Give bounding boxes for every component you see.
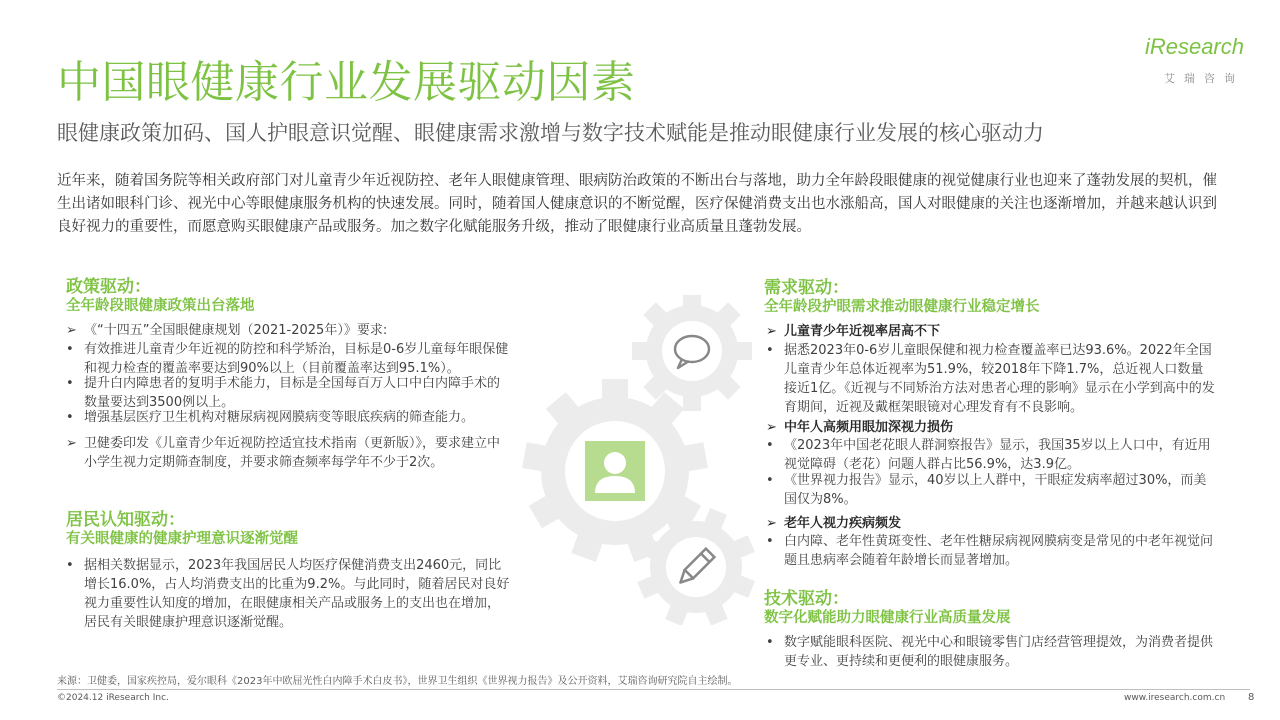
policy-subheading: 全年龄段眼健康政策出台落地 [66, 298, 255, 314]
bullet-icon: • [66, 376, 74, 391]
demand-bullet-4: • 白内障、老年性黄斑变性、老年性糖尿病视网膜病变是常见的中老年视觉问题且患病率会随着年龄增长而显著增加。 [766, 534, 1214, 568]
arrow-icon: ➢ [766, 324, 777, 339]
website-link[interactable]: www.iresearch.com.cn [1124, 693, 1226, 703]
demand-heading: 需求驱动： [764, 278, 849, 298]
user-profile-icon [585, 441, 645, 501]
logo-wordmark: iResearch [1144, 34, 1244, 59]
bullet-icon: • [766, 534, 774, 549]
demand-point-3: ➢ 老年人视力疾病频发 [766, 516, 902, 531]
policy-point-1: ➢ 《“十四五”全国眼健康规划（2021-2025年）》要求: [66, 323, 388, 338]
demand-point-1: ➢ 儿童青少年近视率居高不下 [766, 324, 941, 339]
policy-bullet-2: • 提升白内障患者的复明手术能力，目标是全国每百万人口中白内障手术的数量要达到3500例以上。 [66, 376, 501, 410]
tech-heading: 技术驱动： [764, 589, 849, 609]
policy-bullet-1: • 有效推进儿童青少年近视的防控和科学矫治，目标是0-6岁儿童每年眼保健和视力检查的覆盖率要达到90%以上（目前覆盖率达到95.1%）。 [66, 342, 509, 376]
bullet-icon: • [766, 473, 774, 488]
copyright: ©2024.12 iResearch Inc. [57, 693, 169, 703]
top-gear-icon [632, 295, 752, 411]
demand-bullet-2: • 《2023年中国老花眼人群洞察报告》显示，我国35岁以上人口中，有近用视觉障碍（老花）问题人群占比56.9%，达3.9亿。 [766, 438, 1211, 472]
bullet-icon: • [766, 635, 774, 650]
demand-subheading: 全年龄段护眼需求推动眼健康行业稳定增长 [764, 299, 1040, 315]
arrow-icon: ➢ [766, 420, 777, 435]
policy-heading: 政策驱动： [66, 277, 151, 297]
bullet-icon: • [66, 558, 74, 573]
policy-bullet-3: • 增强基层医疗卫生机构对糖尿病视网膜病变等眼底疾病的筛查能力。 [66, 410, 475, 425]
bullet-icon: • [66, 410, 74, 425]
policy-point-2: ➢ 卫健委印发《儿童青少年近视防控适宜技术指南（更新版）》，要求建立中小学生视力定期筛查制度，并要求筛查频率每学年不少于2次。 [66, 436, 501, 470]
gears-illustration [520, 295, 770, 625]
bullet-icon: • [766, 438, 774, 453]
logo-subtext: 艾瑞咨询 [1164, 72, 1244, 85]
demand-bullet-1: • 据悉2023年0-6岁儿童眼保健和视力检查覆盖率已达93.6%。2022年全国儿童青少年总体近视率为51.9%，较2018年下降1.7%，总近视人口数量接近1亿。《近视与不同矫治方法对患者心理的影响》显示在小学到高中的发育期间，近视及戴框架眼镜对心理发育有不良影响。 [766, 343, 1215, 415]
demand-bullet-3: • 《世界视力报告》显示，40岁以上人群中，干眼症发病率超过30%，而美国仅为8%。 [766, 473, 1207, 507]
tech-subheading: 数字化赋能助力眼健康行业高质量发展 [764, 610, 1011, 626]
resident-bullet-1: • 据相关数据显示，2023年我国居民人均医疗保健消费支出2460元，同比增长16.0%，占人均消费支出的比重为9.2%。与此同时，随着居民对良好视力重要性认知度的增加，在眼健康相关产品或服务上的支出也在增加，居民有关眼健康护理意识逐渐觉醒。 [66, 558, 510, 630]
page-number: 8 [1248, 692, 1255, 703]
arrow-icon: ➢ [66, 323, 77, 338]
arrow-icon: ➢ [766, 516, 777, 531]
resident-heading: 居民认知驱动： [66, 510, 185, 530]
iresearch-logo [1134, 34, 1244, 86]
source-note: 来源：卫健委，国家疾控局，爱尔眼科《2023年中欧屈光性白内障手术白皮书》，世界卫生组织《世界视力报告》及公开资料，艾瑞咨询研究院自主绘制。 [57, 676, 738, 687]
page-subtitle: 眼健康政策加码、国人护眼意识觉醒、眼健康需求激增与数字技术赋能是推动眼健康行业发展的核心驱动力 [57, 121, 1044, 145]
bullet-icon: • [766, 343, 774, 358]
tech-bullet-1: • 数字赋能眼科医院、视光中心和眼镜零售门店经营管理提效，为消费者提供更专业、更持续和更便利的眼健康服务。 [766, 635, 1214, 669]
footer-divider [57, 689, 1250, 690]
intro-paragraph: 近年来，随着国务院等相关政府部门对儿童青少年近视防控、老年人眼健康管理、眼病防治政策的不断出台与落地，助力全年龄段眼健康的视觉健康行业也迎来了蓬勃发展的契机，催生出诸如眼科门诊、视光中心等眼健康服务机构的快速发展。同时，随着国人健康意识的不断觉醒，医疗保健消费支出也水涨船高，国人对眼健康的关注也逐渐增加，并越来越认识到良好视力的重要性，而愿意购买眼健康产品或服务。加之数字化赋能服务升级，推动了眼健康行业高质量且蓬勃发展。 [57, 173, 1217, 235]
demand-point-2: ➢ 中年人高频用眼加深视力损伤 [766, 420, 954, 435]
arrow-icon: ➢ [66, 436, 77, 451]
page-title: 中国眼健康行业发展驱动因素 [57, 57, 636, 108]
bullet-icon: • [66, 342, 74, 357]
resident-subheading: 有关眼健康的健康护理意识逐渐觉醒 [66, 531, 298, 547]
